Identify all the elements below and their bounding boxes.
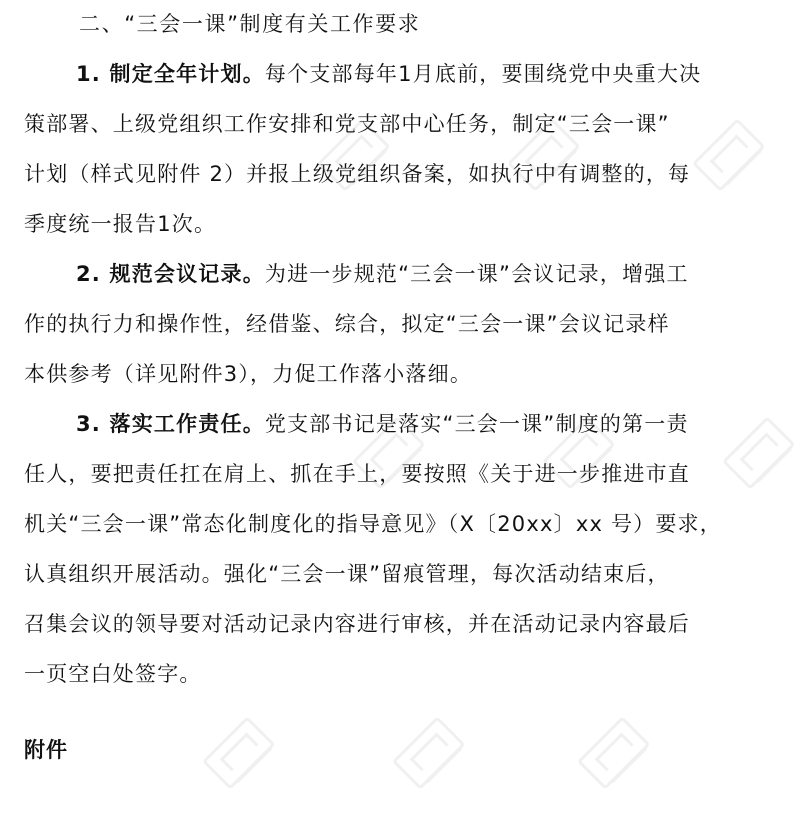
paragraph-3-text: 党支部书记是落实“三会一课”制度的第一责 (264, 412, 689, 436)
paragraph-3-title: 3. 落实工作责任。 (76, 412, 265, 436)
paragraph-2-line-1 (76, 260, 800, 288)
paragraph-1-line-4: 季度统一报告1次。 (24, 212, 217, 236)
paragraph-2-line-2: 作的执行力和操作性，经借鉴、综合，拟定“三会一课”会议记录样 (24, 312, 670, 336)
paragraph-3-line-6: 一页空白处签字。 (24, 662, 202, 686)
section-heading: 二、“三会一课”制度有关工作要求 (79, 12, 421, 36)
paragraph-1-text: 每个支部每年1月底前，要围绕党中央重大决 (264, 62, 702, 86)
watermark-icon (182, 692, 304, 814)
paragraph-3-line-3: 机关“三会一课”常态化制度化的指导意见》（X〔20xx〕xx 号）要求， (24, 512, 722, 536)
paragraph-2-line-3: 本供参考（详见附件3），力促工作落小落细。 (24, 362, 473, 386)
paragraph-1-line-3: 计划（样式见附件 2）并报上级党组织备案，如执行中有调整的，每 (24, 162, 691, 186)
watermark-icon (372, 692, 494, 814)
paragraph-3-line-4: 认真组织开展活动。强化“三会一课”留痕管理，每次活动结束后， (24, 562, 670, 586)
attachment-label: 附件 (24, 738, 68, 762)
paragraph-2-title: 2. 规范会议记录。 (76, 262, 265, 286)
paragraph-1-line-2: 策部署、上级党组织工作安排和党支部中心任务，制定“三会一课” (24, 112, 670, 136)
paragraph-2-text: 为进一步规范“三会一课”会议记录，增强工 (264, 262, 689, 286)
paragraph-1-title: 1. 制定全年计划。 (76, 62, 265, 86)
watermark-icon (557, 692, 679, 814)
paragraph-3-line-1 (76, 410, 800, 438)
paragraph-3-line-5: 召集会议的领导要对活动记录内容进行审核，并在活动记录内容最后 (24, 612, 690, 636)
paragraph-3-line-2: 任人，要把责任扛在肩上、抓在手上，要按照《关于进一步推进市直 (24, 462, 690, 486)
paragraph-1-line-1 (76, 60, 800, 88)
